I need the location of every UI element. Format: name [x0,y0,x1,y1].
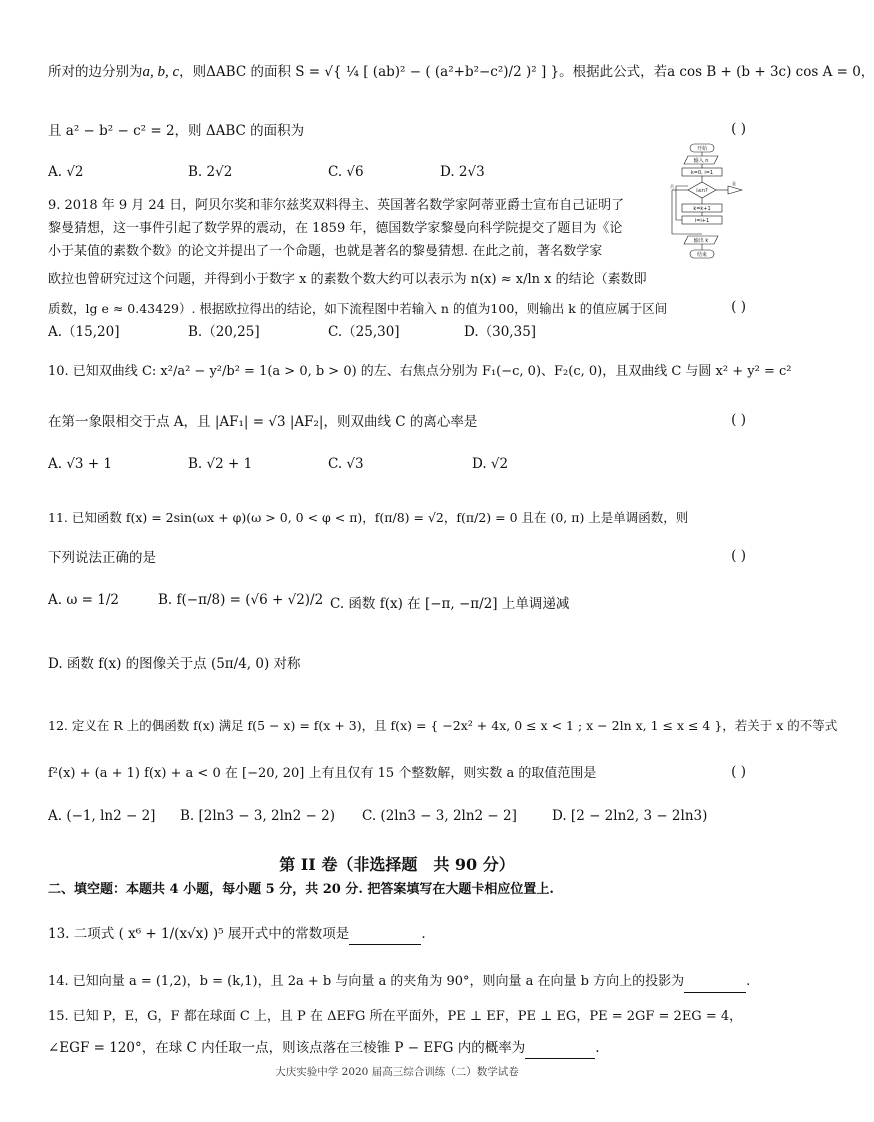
q12-option-b: B. [2ln3 − 3, 2ln2 − 2) [180,808,335,824]
q15-line1: 15. 已知 P，E，G，F 都在球面 C 上，且 P 在 ΔEFG 所在平面外，PE ⊥ EF，PE ⊥ EG，PE = 2GF = 2EG = 4， [48,1009,743,1024]
q8-option-b: B. 2√2 [188,164,233,180]
q9-line2: 黎曼猜想，这一事件引起了数学界的震动，在 1859 年，德国数学家黎曼向科学院提交了题目为《论 [48,221,623,236]
q10-option-d: D. √2 [472,456,509,472]
flow-yes-label: 是 [732,181,736,186]
q13-answer-blank[interactable] [349,924,421,945]
q12-option-a: A. (−1, ln2 − 2] [48,808,156,824]
q10-option-c: C. √3 [328,456,364,472]
q14-line: 14. 已知向量 a = (1,2)，b = (k,1)，且 2a + b 与向量 a 的夹角为 90°，则向量 a 在向量 b 方向上的投影为 . [48,972,750,993]
q8-option-d: D. 2√3 [440,164,485,180]
flow-start-text: 开始 [696,146,708,152]
flow-end-text: 结束 [696,252,708,258]
q9-line3: 小于某值的素数个数》的论文并提出了一个命题，也就是著名的黎曼猜想. 在此之前，著名数学家 [48,244,603,259]
q11-line1: 11. 已知函数 f(x) = 2sin(ωx + φ)(ω > 0, 0 < φ < π)，f(π/8) = √2，f(π/2) = 0 且在 (0, π) 上是单调函数，则 [48,510,689,525]
q9-option-d: D.（30,35] [464,324,537,340]
q11-option-d: D. 函数 f(x) 的图像关于点 (5π/4, 0) 对称 [48,656,301,672]
q9-flowchart [668,142,748,292]
q10-option-b: B. √2 + 1 [188,456,253,472]
section-title: 第 II 卷（非选择题 共 90 分） [279,855,515,874]
q12-answer-paren: ( ) [731,764,746,780]
q13-line: 13. 二项式 ( x⁶ + 1/(x√x) )⁵ 展开式中的常数项是 . [48,924,426,945]
q11-option-b: B. f(−π/8) = (√6 + √2)/2 [158,592,324,608]
flow-output-text: 输出 k [693,238,709,244]
q9-option-a: A.（15,20] [48,324,120,340]
q12-line1: 12. 定义在 R 上的偶函数 f(x) 满足 f(5 − x) = f(x + 3)，且 f(x) = { −2x² + 4x, 0 ≤ x < 1 ; x − 2ln x, 1 ≤ x ≤ 4 }，若关于 x 的不等式 [48,718,838,733]
q9-line4: 欧拉也曾研究过这个问题，并得到小于数字 x 的素数个数大约可以表示为 n(x) ≈ x/ln x 的结论（素数即 [48,272,647,287]
flow-no-label: 否 [670,184,674,189]
q12-option-c: C. (2ln3 − 3, 2ln2 − 2] [362,808,517,824]
q11-line2: 下列说法正确的是 [48,550,156,566]
q8-line2: 且 a² − b² − c² = 2，则 ΔABC 的面积为 [48,123,305,139]
q10-option-a: A. √3 + 1 [48,456,113,472]
q11-option-c: C. 函数 f(x) 在 [−π, −π/2] 上单调递减 [330,596,570,612]
flow-condition-text: i≤n? [696,188,708,194]
flow-init-text: k=0, i=1 [690,170,714,176]
q8-option-a: A. √2 [48,164,84,180]
q9-option-b: B.（20,25] [188,324,260,340]
q12-line2: f²(x) + (a + 1) f(x) + a < 0 在 [−20, 20] 上有且仅有 15 个整数解，则实数 a 的取值范围是 [48,766,597,781]
q9-line5: 质数，lg e ≈ 0.43429）. 根据欧拉得出的结论，如下流程图中若输入 n 的值为100，则输出 k 的值应属于区间 [48,301,668,316]
q9-option-c: C.（25,30] [328,324,400,340]
q11-answer-paren: ( ) [731,548,746,564]
q8-answer-paren: ( ) [731,121,746,137]
q14-answer-blank[interactable] [684,972,746,993]
q8-option-c: C. √6 [328,164,364,180]
q10-answer-paren: ( ) [731,412,746,428]
q10-line2: 在第一象限相交于点 A，且 |AF₁| = √3 |AF₂|，则双曲线 C 的离心率是 [48,414,478,430]
q9-line1: 9. 2018 年 9 月 24 日，阿贝尔奖和菲尔兹奖双料得主、英国著名数学家阿蒂亚爵士宣布自己证明了 [48,198,625,213]
q11-option-a: A. ω = 1/2 [48,592,119,608]
q8-line1: 所对的边分别为a, b, c，则ΔABC 的面积 S = √{ ¼ [ (ab)² − ( (a²+b²−c²)/2 )² ] }。根据此公式，若a cos B + (b + 3c) cos A = 0， [48,64,874,80]
q15-answer-blank[interactable] [525,1038,595,1059]
flow-count-text: k=k+1 [693,206,711,212]
page-footer: 大庆实验中学 2020 届高三综合训练（二）数学试卷 [275,1066,519,1078]
section-instructions: 二、填空题：本题共 4 小题，每小题 5 分，共 20 分. 把答案填写在大题卡相应位置上. [48,882,554,897]
q13-expression: ( x⁶ + 1/(x√x) )⁵ [118,926,224,942]
q12-option-d: D. [2 − 2ln2, 3 − 2ln3) [552,808,708,824]
flow-input-text: 输入 n [693,158,709,164]
q9-answer-paren: ( ) [731,299,746,315]
q10-line1: 10. 已知双曲线 C: x²/a² − y²/b² = 1(a > 0, b > 0) 的左、右焦点分别为 F₁(−c, 0)、F₂(c, 0)，且双曲线 C 与圆 x² + y² = c² [48,364,792,379]
flow-increment-text: i=i+1 [694,218,710,224]
flow-isprime-node [728,186,742,194]
q15-line2: ∠EGF = 120°，在球 C 内任取一点，则该点落在三棱锥 P − EFG 内的概率为 . [48,1038,600,1059]
